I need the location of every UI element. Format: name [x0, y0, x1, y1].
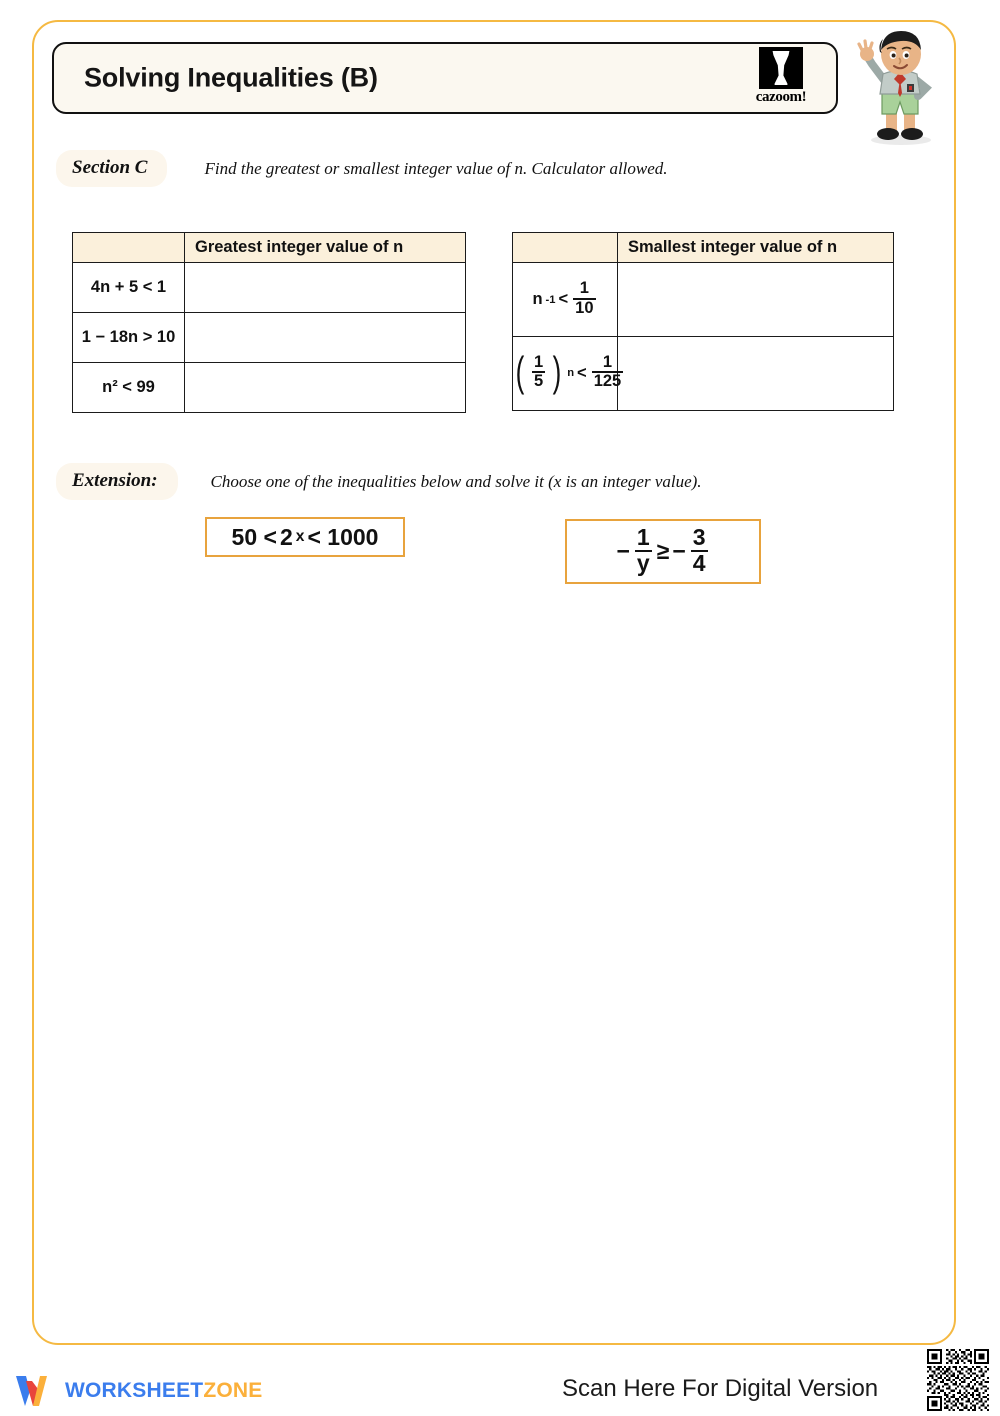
brand-secondary: ZONE [203, 1379, 263, 1402]
worksheet-zone-logo[interactable] [14, 1373, 262, 1409]
extension-label: Extension: [56, 463, 178, 500]
extension-header [56, 463, 702, 500]
smallest-integer-table [512, 232, 894, 411]
fraction-denominator: 125 [593, 372, 622, 391]
fraction-numerator: 1 [579, 279, 589, 298]
expression-1-minus-18n: 1 − 18n > 10 [73, 313, 185, 363]
worksheet-zone-mark-icon [14, 1373, 56, 1409]
page-title: Solving Inequalities (B) [84, 62, 378, 93]
fraction-denominator: y [636, 549, 650, 576]
expr-base: n [532, 290, 543, 308]
table-header-greatest: Greatest integer value of n [185, 233, 466, 263]
table-header-smallest: Smallest integer value of n [618, 233, 894, 263]
student-mascot [856, 24, 942, 146]
answer-cell[interactable] [185, 313, 466, 363]
cazoom-vase-shape [771, 51, 791, 85]
brand-primary: WORKSHEET [65, 1379, 204, 1402]
table-header-blank [513, 233, 618, 263]
answer-cell[interactable] [185, 263, 466, 313]
table-row [513, 337, 894, 411]
fraction-three-quarters [691, 523, 708, 576]
fraction-numerator: 1 [534, 353, 544, 372]
section-c-header [56, 150, 668, 187]
ext1-base: 2 [279, 523, 293, 550]
extension-expression-2 [616, 523, 709, 577]
ext2-lhs-sign: − [616, 538, 630, 564]
expression-4n-plus-5: 4n + 5 < 1 [73, 263, 185, 313]
expr-relation: < [558, 290, 569, 308]
ext2-relation: ≥ [656, 538, 670, 564]
left-paren: ( [515, 347, 525, 395]
table-row [513, 263, 894, 337]
extension-option-1[interactable] [205, 517, 405, 557]
expression-one-fifth-power-n: ( $\frac{1}{5}$ ) n < $\frac{1}{125}$ [513, 337, 618, 411]
table-header-row [513, 233, 894, 263]
table-row [73, 263, 466, 313]
table-row [73, 313, 466, 363]
table-header-blank [73, 233, 185, 263]
cazoom-mark-icon [759, 47, 803, 89]
extension-instruction: Choose one of the inequalities below and solve it (x is an integer value). [210, 471, 702, 491]
fraction-one-over-y [635, 523, 652, 576]
fraction-one-tenth [573, 280, 595, 316]
cazoom-logo [744, 47, 818, 109]
fraction-one-125th [592, 354, 624, 390]
section-c-label: Section C [56, 150, 167, 187]
table-row [73, 363, 466, 413]
cazoom-wordmark: cazoom! [755, 89, 807, 105]
ext1-right: < 1000 [307, 523, 379, 550]
table-header-row [73, 233, 466, 263]
fraction-denominator: 10 [575, 298, 594, 317]
fraction-denominator: 5 [534, 372, 544, 391]
scan-instruction: Scan Here For Digital Version [562, 1375, 879, 1402]
answer-cell[interactable] [618, 263, 894, 337]
section-c-instruction: Find the greatest or smallest integer value of n. Calculator allowed. [204, 158, 668, 178]
fraction-one-fifth [532, 354, 545, 390]
fraction-numerator: 1 [602, 353, 613, 372]
worksheet-title-box [52, 42, 838, 114]
extension-expression-1: 50 < 2 x < 1000 [231, 523, 379, 550]
page-border [32, 20, 956, 1345]
fraction-numerator: 3 [692, 523, 706, 550]
right-paren: ) [552, 347, 562, 395]
ext2-rhs-sign: − [672, 538, 686, 564]
answer-cell[interactable] [618, 337, 894, 411]
fraction-numerator: 1 [636, 523, 650, 550]
expression-n-inverse: n -1 < $\frac{1}{10}$ [513, 263, 618, 337]
fraction-denominator: 4 [692, 549, 706, 576]
worksheet-zone-wordmark [65, 1379, 262, 1403]
qr-code[interactable] [924, 1346, 992, 1414]
expression-n-squared: n² < 99 [73, 363, 185, 413]
ext1-left: 50 < [231, 523, 277, 550]
answer-cell[interactable] [185, 363, 466, 413]
greatest-integer-table [72, 232, 466, 413]
extension-option-2[interactable] [565, 519, 761, 584]
expr-relation: < [577, 363, 587, 382]
